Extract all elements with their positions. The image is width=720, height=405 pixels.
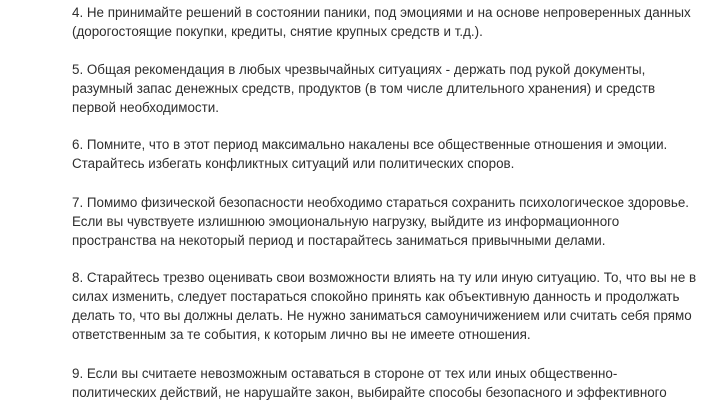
- text-line: делать то, что вы должны делать. Не нужно заниматься самоуничижением или считать себя прямо: [72, 308, 692, 323]
- paragraph-6: [72, 135, 712, 173]
- text-line: 7. Помимо физической безопасности необходимо стараться сохранить психологическое здоровье.: [72, 195, 690, 210]
- text-line: 5. Общая рекомендация в любых чрезвычайных ситуациях - держать под рукой документы,: [72, 62, 646, 77]
- text-line: Если вы чувствуете излишнюю эмоциональную нагрузку, выйдите из информационного: [72, 214, 620, 229]
- text-line: 4. Не принимайте решений в состоянии паники, под эмоциями и на основе непроверенных данных: [72, 5, 691, 20]
- paragraph-5: [72, 60, 712, 117]
- paragraph-7: [72, 193, 712, 250]
- text-line: силах изменить, следует постараться спокойно принять как объективную данность и продолжать: [72, 289, 680, 304]
- text-line: 9. Если вы считаете невозможным оставаться в стороне от тех или иных общественно-: [72, 366, 618, 381]
- text-line: ответственным за те события, к которым лично вы не имеете отношения.: [72, 327, 531, 342]
- text-line: 6. Помните, что в этот период максимально накалены все общественные отношения и эмоции.: [72, 137, 668, 152]
- text-line: пространства на некоторый период и постарайтесь заниматься привычными делами.: [72, 233, 606, 248]
- text-line: Старайтесь избегать конфликтных ситуаций или политических споров.: [72, 156, 515, 171]
- paragraph-9: [72, 364, 712, 402]
- text-line: политических действий, не нарушайте закон, выбирайте способы безопасного и эффективного: [72, 385, 667, 400]
- paragraph-4: [72, 3, 712, 41]
- text-line: (дорогостоящие покупки, кредиты, снятие крупных средств и т.д.).: [72, 24, 483, 39]
- text-line: первой необходимости.: [72, 100, 219, 115]
- text-line: разумный запас денежных средств, продуктов (в том числе длительного хранения) и средств: [72, 81, 656, 96]
- text-line: 8. Старайтесь трезво оценивать свои возможности влиять на ту или иную ситуацию. То, что вы не в: [72, 270, 697, 285]
- paragraph-8: [72, 268, 712, 344]
